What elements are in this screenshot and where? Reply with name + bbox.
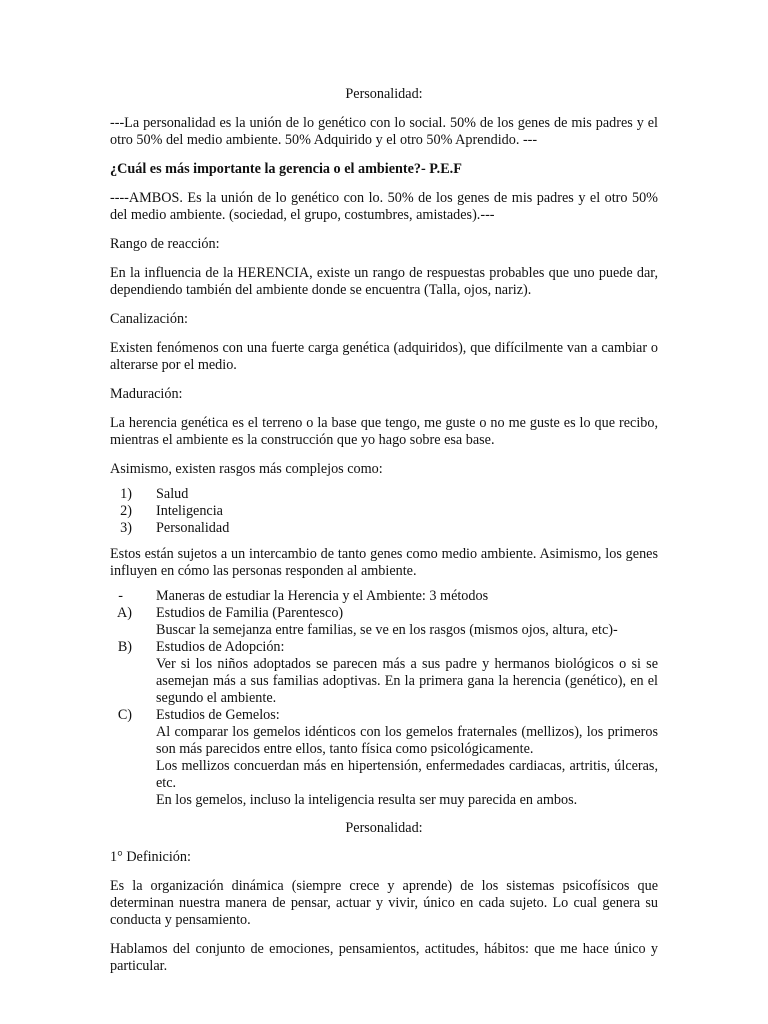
document-title: Personalidad: [345,86,423,102]
question-heading: ¿Cuál es más importante la gerencia o el ambiente?- P.E.F [110,161,462,177]
list-marker: 3) [120,520,132,536]
document-page [110,86,658,987]
method-title: Estudios de Gemelos: [156,707,280,723]
maturation-heading: Maduración: [110,386,183,402]
method-adoption-item [110,639,658,707]
method-family-item [110,605,658,639]
second-title: Personalidad: [345,820,423,836]
methods-intro-item [110,588,658,605]
definition-heading: 1° Definición: [110,849,191,865]
list-item-label: Inteligencia [156,503,223,519]
methods-list [110,588,658,809]
definition-paragraph: Es la organización dinámica (siempre crece y aprende) de los sistemas psicofísicos que determinan nuestra manera de pensar, actuar y vivir, único en cada sujeto. Lo cual genera su conducta y pensamiento. [110,878,658,928]
list-item-label: Personalidad [156,520,230,536]
complex-traits-list [110,486,658,537]
method-description: Al comparar los gemelos idénticos con los gemelos fraternales (mellizos), los primeros son más parecidos entre ellos, tanto física como psicológicamente. [156,724,658,757]
dash-marker: - [118,588,123,604]
channel-heading: Canalización: [110,311,188,327]
final-paragraph: Hablamos del conjunto de emociones, pensamientos, actitudes, hábitos: que me hace único y particular. [110,941,658,974]
reaction-paragraph: En la influencia de la HERENCIA, existe un rango de respuestas probables que uno puede dar, dependiendo también del ambiente donde se encuentra (Talla, ojos, nariz). [110,265,658,298]
method-description: Buscar la semejanza entre familias, se ve en los rasgos (mismos ojos, altura, etc)- [156,622,618,638]
exchange-paragraph: Estos están sujetos a un intercambio de tanto genes como medio ambiente. Asimismo, los genes influyen en cómo las personas responden al ambiente. [110,546,658,579]
method-description: Ver si los niños adoptados se parecen más a sus padre y hermanos biológicos o si se asemejan más a sus familias adoptivas. En la primera gana la herencia (genético), en el segundo el ambiente. [156,656,658,706]
methods-intro: Maneras de estudiar la Herencia y el Ambiente: 3 métodos [156,588,489,604]
intro-paragraph: ---La personalidad es la unión de lo genético con lo social. 50% de los genes de mis padres y el otro 50% del medio ambiente. 50% Adquirido y el otro 50% Aprendido. --- [110,115,658,148]
list-marker: 2) [120,503,132,519]
complex-trait-item [110,486,658,503]
complex-trait-item [110,503,658,520]
complex-trait-item [110,520,658,537]
method-marker: B) [117,639,132,655]
maturation-paragraph: La herencia genética es el terreno o la base que tengo, me guste o no me guste es lo que recibo, mientras el ambiente es la construcción que yo hago sobre esa base. [110,415,658,448]
list-item-label: Salud [156,486,189,502]
reaction-heading: Rango de reacción: [110,236,220,252]
method-description: En los gemelos, incluso la inteligencia resulta ser muy parecida en ambos. [156,792,578,808]
method-title: Estudios de Familia (Parentesco) [156,605,344,621]
answer-paragraph: ----AMBOS. Es la unión de lo genético con lo. 50% de los genes de mis padres y el otro 50% del medio ambiente. (sociedad, el grupo, costumbres, amistades).--- [110,190,658,223]
channel-paragraph: Existen fenómenos con una fuerte carga genética (adquiridos), que difícilmente van a cambiar o alterarse por el medio. [110,340,658,373]
method-marker: A) [117,605,132,621]
method-title: Estudios de Adopción: [156,639,285,655]
complex-traits-intro: Asimismo, existen rasgos más complejos como: [110,461,383,477]
method-description: Los mellizos concuerdan más en hipertensión, enfermedades cardiacas, artritis, úlceras, etc. [156,758,658,791]
method-twins-item [110,707,658,809]
list-marker: 1) [120,486,132,502]
method-marker: C) [117,707,132,723]
